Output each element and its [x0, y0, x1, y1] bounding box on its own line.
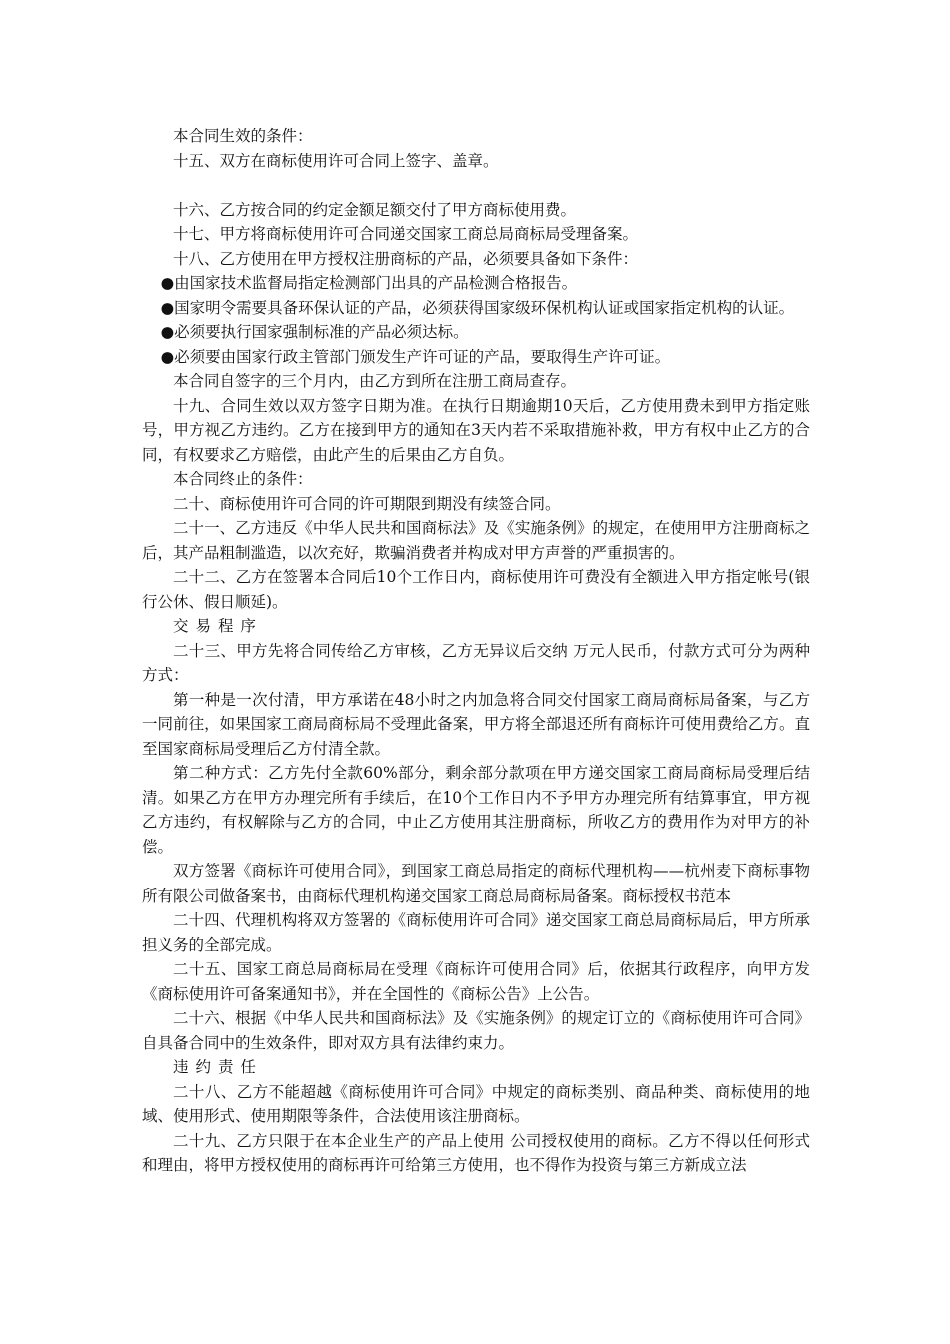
- clause-19: 十九、合同生效以双方签字日期为准。在执行日期逾期10天后，乙方使用费未到甲方指定账号，甲方视乙方违约。乙方在接到甲方的通知在3天内若不采取措施补救，甲方有权中止乙方的合同，有权要求乙方赔偿，由此产生的后果由乙方自负。: [142, 396, 810, 464]
- clause-29: 二十九、乙方只限于在本企业生产的产品上使用 公司授权使用的商标。乙方不得以任何形式和理由，将甲方授权使用的商标再许可给第三方使用，也不得作为投资与第三方新成立法: [142, 1131, 810, 1174]
- clause-28: 二十八、乙方不能超越《商标使用许可合同》中规定的商标类别、商品种类、商标使用的地域、使用形式、使用期限等条件，合法使用该注册商标。: [142, 1082, 810, 1125]
- bullet-item-mandatory-standard: ●必须要执行国家强制标准的产品必须达标。: [160, 323, 469, 341]
- payment-option-one: 第一种是一次付清，甲方承诺在48小时之内加急将合同交付国家工商局商标局备案，与乙方一同前往，如果国家工商局商标局不受理此备案，甲方将全部退还所有商标许可使用费给乙方。直至国家商标局受理后乙方付清全款。: [142, 690, 810, 758]
- clause-25: 二十五、国家工商总局商标局在受理《商标许可使用合同》后，依据其行政程序，向甲方发《商标使用许可备案通知书》，并在全国性的《商标公告》上公告。: [142, 960, 810, 1003]
- section-heading-transaction-procedure: 交易程序: [173, 617, 263, 635]
- paragraph-registration-check: 本合同自签字的三个月内，由乙方到所在注册工商局查存。: [173, 372, 577, 390]
- clause-18: 十八、乙方使用在甲方授权注册商标的产品，必须要具备如下条件：: [173, 249, 639, 268]
- clause-21: 二十一、乙方违反《中华人民共和国商标法》及《实施条例》的规定，在使用甲方注册商标之后，其产品粗制滥造，以次充好，欺骗消费者并构成对甲方声誉的严重损害的。: [142, 519, 810, 562]
- clause-16: 十六、乙方按合同的约定金额足额交付了甲方商标使用费。: [173, 200, 577, 219]
- section-heading-termination-conditions: 本合同终止的条件：: [173, 470, 313, 488]
- section-heading-effective-conditions: 本合同生效的条件：: [173, 127, 313, 145]
- paragraph-filing-agency: 双方签署《商标许可使用合同》，到国家工商总局指定的商标代理机构——杭州麦下商标事物所有限公司做备案书，由商标代理机构递交国家工商总局商标局备案。商标授权书范本: [142, 862, 810, 905]
- document-body: [142, 124, 810, 1178]
- bullet-item-production-license: ●必须要由国家行政主管部门颁发生产许可证的产品，要取得生产许可证。: [160, 347, 671, 366]
- clause-24: 二十四、代理机构将双方签署的《商标使用许可合同》递交国家工商总局商标局后，甲方所承担义务的全部完成。: [142, 911, 810, 954]
- clause-15: 十五、双方在商标使用许可合同上签字、盖章。: [173, 151, 499, 170]
- clause-17: 十七、甲方将商标使用许可合同递交国家工商总局商标局受理备案。: [173, 225, 639, 243]
- section-heading-breach-liability: 违约责任: [173, 1058, 263, 1076]
- clause-20: 二十、商标使用许可合同的许可期限到期没有续签合同。: [173, 494, 561, 513]
- bullet-item-inspection-report: ●由国家技术监督局指定检测部门出具的产品检测合格报告。: [160, 274, 578, 292]
- blank-line: [142, 173, 810, 198]
- clause-23: 二十三、甲方先将合同传给乙方审核，乙方无异议后交纳 万元人民币，付款方式可分为两种方式：: [142, 641, 810, 684]
- clause-26: 二十六、根据《中华人民共和国商标法》及《实施条例》的规定订立的《商标使用许可合同》自具备合同中的生效条件，即对双方具有法律约束力。: [142, 1009, 810, 1052]
- payment-option-two: 第二种方式：乙方先付全款60%部分，剩余部分款项在甲方递交国家工商局商标局受理后结清。如果乙方在甲方办理完所有手续后，在10个工作日内不予甲方办理完所有结算事宜，甲方视乙方违约，有权解除与乙方的合同，中止乙方使用其注册商标，所收乙方的费用作为对甲方的补偿。: [142, 764, 810, 856]
- clause-22: 二十二、乙方在签署本合同后10个工作日内，商标使用许可费没有全额进入甲方指定帐号(银行公休、假日顺延)。: [142, 568, 810, 611]
- bullet-item-environmental-certification: ●国家明令需要具备环保认证的产品，必须获得国家级环保机构认证或国家指定机构的认证。: [160, 298, 795, 317]
